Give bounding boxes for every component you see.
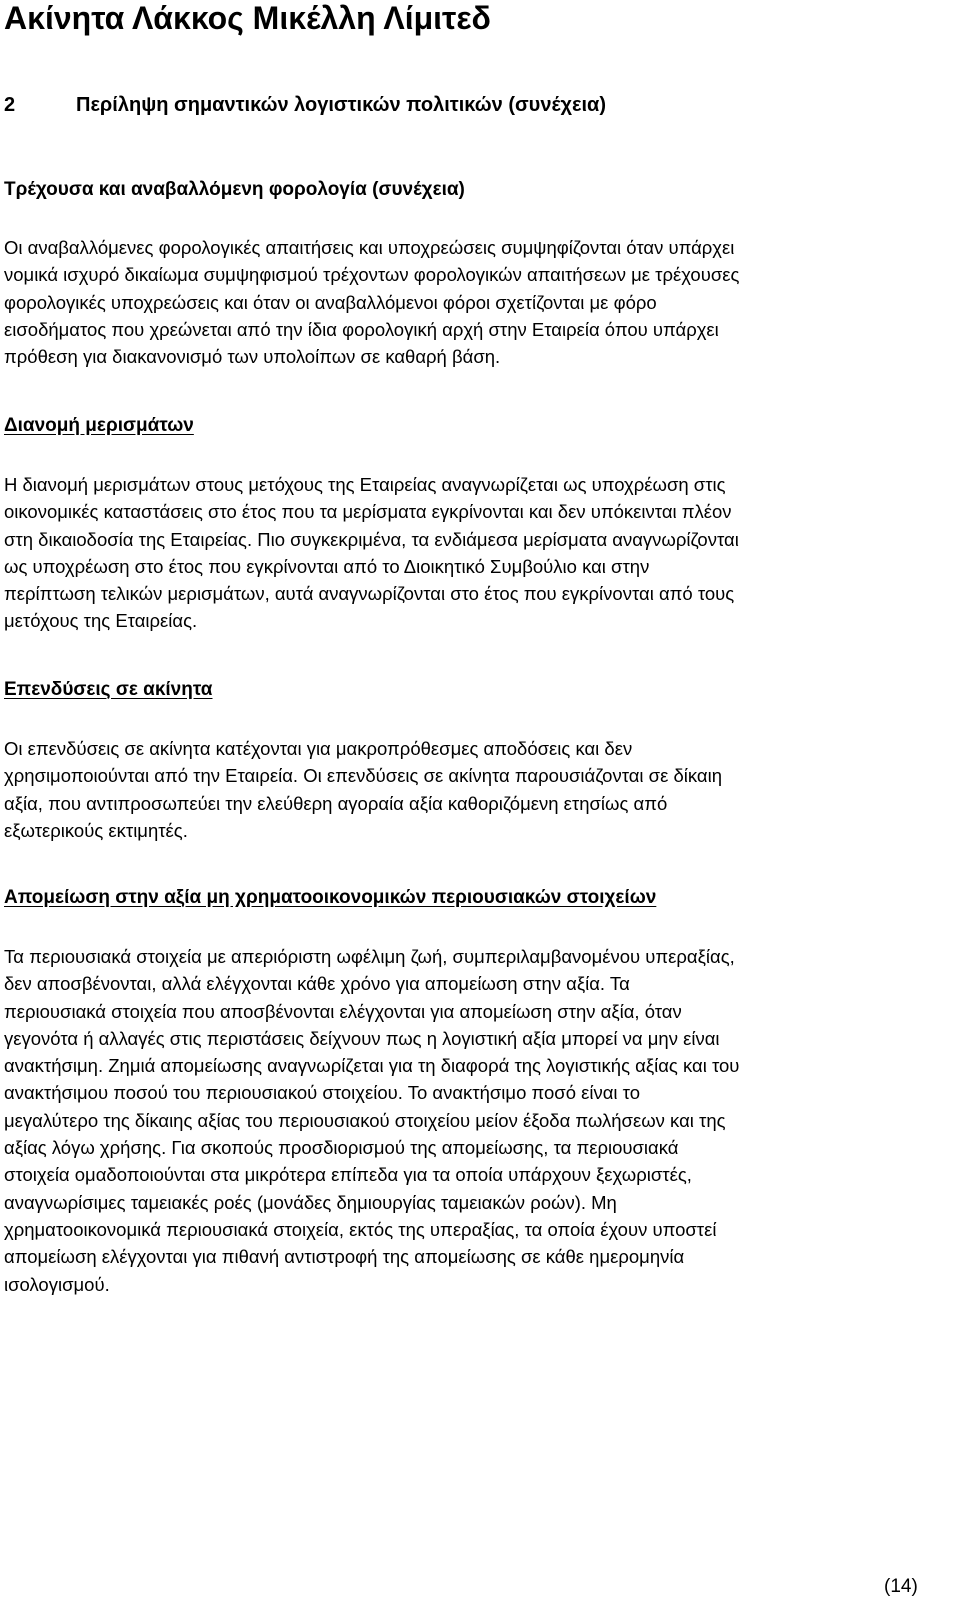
section-heading xyxy=(4,92,606,118)
paragraph-line: μετόχους της Εταιρείας. xyxy=(4,610,198,632)
page-number: (14) xyxy=(884,1576,918,1597)
paragraph-line: ανακτήσιμου ποσού του περιουσιακού στοιχείου. Το ανακτήσιμο ποσό είναι το xyxy=(4,1082,641,1104)
block-heading-investment-property: Επενδύσεις σε ακίνητα xyxy=(4,679,213,700)
paragraph-line: δεν αποσβένονται, αλλά ελέγχονται κάθε χρόνο για απομείωση στην αξία. Τα xyxy=(4,973,630,995)
paragraph-line: στη δικαιοδοσία της Εταιρείας. Πιο συγκεκριμένα, τα ενδιάμεσα μερίσματα αναγνωρίζονται xyxy=(4,528,739,550)
paragraph-line: χρηματοοικονομικά περιουσιακά στοιχεία, εκτός της υπεραξίας, τα οποία έχουν υποστεί xyxy=(4,1218,717,1240)
paragraph-line: αξία, που αντιπροσωπεύει την ελεύθερη αγοραία αξία καθοριζόμενη ετησίως από xyxy=(4,792,668,814)
paragraph-line: απομείωση ελέγχονται για πιθανή αντιστροφή της απομείωσης σε κάθε ημερομηνία xyxy=(4,1246,685,1268)
paragraph-line: Οι επενδύσεις σε ακίνητα κατέχονται για μακροπρόθεσμες αποδόσεις και δεν xyxy=(4,738,633,759)
paragraph-line: οικονομικές καταστάσεις στο έτος που τα μερίσματα εγκρίνονται και δεν υπόκεινται πλέον xyxy=(4,501,732,523)
paragraph-current-deferred-tax xyxy=(4,234,739,370)
section-number: 2 xyxy=(4,94,16,116)
paragraph-line: αναγνωρίσιμες ταμειακές ροές (μονάδες δημιουργίας ταμειακών ροών). Μη xyxy=(4,1191,617,1213)
paragraph-line: Τα περιουσιακά στοιχεία με απεριόριστη ωφέλιμη ζωή, συμπεριλαμβανομένου υπεραξίας, xyxy=(4,946,735,967)
paragraph-line: Η διανομή μερισμάτων στους μετόχους της Εταιρείας αναγνωρίζεται ως υποχρέωση στις xyxy=(4,474,726,495)
paragraph-line: ισολογισμού. xyxy=(4,1273,110,1295)
paragraph-line: χρησιμοποιούνται από την Εταιρεία. Οι επενδύσεις σε ακίνητα παρουσιάζονται σε δίκαιη xyxy=(4,765,723,787)
paragraph-line: μεγαλύτερο της δίκαιης αξίας του περιουσιακού στοιχείου μείον έξοδα πωλήσεων και της xyxy=(4,1109,726,1131)
paragraph-line: ως υποχρέωση στο έτος που εγκρίνονται από το Διοικητικό Συμβούλιο και στην xyxy=(4,555,650,577)
block-heading-dividend-distribution: Διανομή μερισμάτων xyxy=(4,415,194,436)
paragraph-line: γεγονότα ή αλλαγές στις περιστάσεις δείχνουν πως η λογιστική αξία μπορεί να μην είναι xyxy=(4,1027,720,1049)
paragraph-impairment xyxy=(4,943,739,1298)
block-heading-current-deferred-tax: Τρέχουσα και αναβαλλόμενη φορολογία (συνέχεια) xyxy=(4,179,465,200)
paragraph-investment-property xyxy=(4,735,722,844)
paragraph-line: πρόθεση για διακανονισμό των υπολοίπων σε καθαρή βάση. xyxy=(4,346,501,368)
paragraph-line: εξωτερικούς εκτιμητές. xyxy=(4,819,188,841)
paragraph-line: περιουσιακά στοιχεία που αποσβένονται ελέγχονται για απομείωση στην αξία, όταν xyxy=(4,1000,682,1022)
paragraph-line: Οι αναβαλλόμενες φορολογικές απαιτήσεις και υποχρεώσεις συμψηφίζονται όταν υπάρχει xyxy=(4,237,735,258)
paragraph-line: εισοδήματος που χρεώνεται από την ίδια φορολογική αρχή στην Εταιρεία όπου υπάρχει xyxy=(4,318,719,340)
company-title: Ακίνητα Λάκκος Μικέλλη Λίμιτεδ xyxy=(4,0,491,36)
paragraph-line: στοιχεία ομαδοποιούνται στα μικρότερα επίπεδα για τα οποία υπάρχουν ξεχωριστές, xyxy=(4,1164,692,1186)
paragraph-line: νομικά ισχυρό δικαίωμα συμψηφισμού τρέχοντων φορολογικών απαιτήσεων με τρέχουσες xyxy=(4,264,740,286)
paragraph-dividend-distribution xyxy=(4,471,739,635)
block-heading-impairment: Απομείωση στην αξία μη χρηματοοικονομικών περιουσιακών στοιχείων xyxy=(4,887,657,908)
paragraph-line: περίπτωση τελικών μερισμάτων, αυτά αναγνωρίζονται στο έτος που εγκρίνονται από τους xyxy=(4,583,735,605)
section-title: Περίληψη σημαντικών λογιστικών πολιτικών (συνέχεια) xyxy=(76,94,606,116)
paragraph-line: ανακτήσιμη. Ζημιά απομείωσης αναγνωρίζεται για τη διαφορά της λογιστικής αξίας και του xyxy=(4,1055,740,1077)
paragraph-line: φορολογικές υποχρεώσεις και όταν οι αναβαλλόμενοι φόροι σχετίζονται με φόρο xyxy=(4,291,657,313)
paragraph-line: αξίας λόγω χρήσης. Για σκοπούς προσδιορισμού της απομείωσης, τα περιουσιακά xyxy=(4,1137,679,1159)
